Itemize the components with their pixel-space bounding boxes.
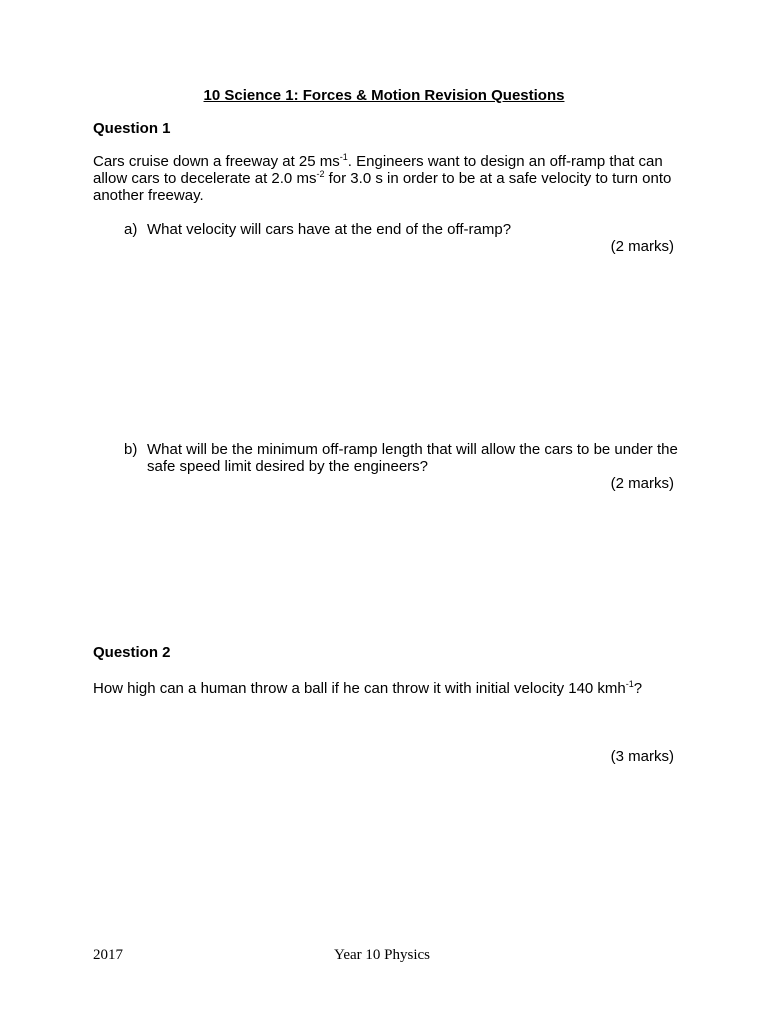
question-2-marks: (3 marks) — [610, 748, 674, 765]
question-1b-text: What will be the minimum off-ramp length that will allow the cars to be under the safe speed limit desired by the engineers? — [147, 441, 678, 475]
question-1b-label: b) — [124, 441, 138, 458]
question-1b-marks: (2 marks) — [610, 475, 674, 492]
intro-text-3: for 3.0 s in order to be at a safe velocity to turn onto another freeway. — [93, 170, 672, 204]
intro-superscript-2: -2 — [316, 169, 325, 179]
intro-superscript-1: -1 — [339, 152, 348, 162]
intro-text-2: . Engineers want to design an off-ramp that can allow cars to decelerate at 2.0 ms — [93, 153, 663, 187]
q2-text-2: ? — [633, 680, 643, 697]
intro-text-1: Cars cruise down a freeway at 25 ms — [93, 153, 340, 170]
question-1-intro — [93, 153, 683, 204]
question-2-heading: Question 2 — [93, 644, 171, 661]
question-1a-label: a) — [124, 221, 138, 238]
q2-superscript: -1 — [625, 679, 634, 689]
question-1-heading: Question 1 — [93, 120, 171, 137]
document-title: 10 Science 1: Forces & Motion Revision Questions — [203, 87, 565, 104]
footer-year: 2017 — [93, 947, 123, 963]
footer-subject: Year 10 Physics — [334, 947, 430, 963]
question-2-text — [93, 680, 713, 697]
question-1a-text: What velocity will cars have at the end of the off-ramp? — [147, 221, 512, 238]
q2-text-1: How high can a human throw a ball if he can throw it with initial velocity 140 kmh — [93, 680, 626, 697]
question-1a-marks: (2 marks) — [610, 238, 674, 255]
